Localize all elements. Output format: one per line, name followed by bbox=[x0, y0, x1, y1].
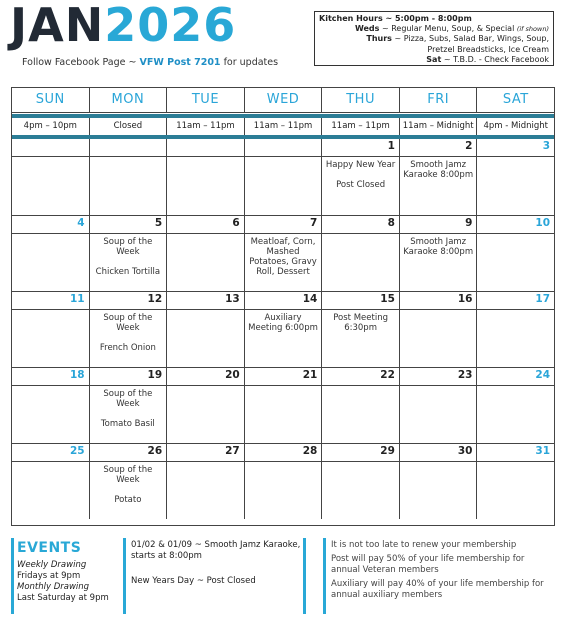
kitchen-thurs bbox=[319, 34, 549, 44]
cell-divider bbox=[167, 233, 244, 234]
sat-text: ~ T.B.D. - Check Facebook bbox=[441, 54, 549, 64]
day-cell[interactable] bbox=[90, 216, 168, 291]
day-number: 17 bbox=[535, 293, 551, 305]
cell-events bbox=[92, 389, 165, 439]
day-header-sun: SUN bbox=[12, 88, 90, 112]
day-number: 13 bbox=[225, 293, 240, 305]
cell-divider bbox=[477, 385, 554, 386]
kitchen-hours-title: Kitchen Hours ~ 5:00pm - 8:00pm bbox=[319, 14, 472, 23]
weds-label: Weds bbox=[354, 24, 380, 34]
cell-divider bbox=[12, 385, 89, 386]
footer-accent-bar bbox=[303, 538, 306, 614]
day-cell[interactable] bbox=[12, 216, 90, 291]
calendar-grid bbox=[11, 87, 555, 526]
events-footer bbox=[11, 536, 555, 616]
day-cell[interactable] bbox=[167, 139, 245, 215]
cell-divider bbox=[245, 461, 322, 462]
event-text: Soup of the Week bbox=[103, 313, 153, 333]
day-number: 16 bbox=[457, 293, 473, 305]
day-number: 10 bbox=[535, 217, 551, 229]
monthly-drawing-time: Last Saturday at 9pm bbox=[17, 593, 109, 603]
footer-accent-bar bbox=[323, 538, 326, 614]
week-row bbox=[12, 139, 554, 215]
thurs-label: Thurs bbox=[366, 34, 392, 44]
day-number: 29 bbox=[380, 445, 395, 457]
event-text: Chicken Tortilla bbox=[95, 267, 161, 277]
cell-events bbox=[92, 313, 165, 363]
weds-text: ~ Regular Menu, Soup, & Special bbox=[379, 24, 517, 34]
day-number: 9 bbox=[465, 217, 473, 229]
cell-divider bbox=[322, 461, 399, 462]
cell-divider bbox=[400, 461, 477, 462]
hours-cell: Closed bbox=[90, 118, 168, 135]
day-number: 22 bbox=[380, 369, 395, 381]
day-cell[interactable] bbox=[12, 292, 90, 367]
day-number: 1 bbox=[387, 140, 395, 152]
day-cell[interactable] bbox=[245, 444, 323, 519]
day-cell[interactable] bbox=[245, 216, 323, 291]
events-list bbox=[17, 560, 109, 604]
day-cell[interactable] bbox=[90, 444, 168, 519]
day-cell[interactable] bbox=[400, 368, 478, 443]
cell-divider bbox=[90, 233, 167, 234]
day-number: 30 bbox=[457, 445, 473, 457]
day-number: 26 bbox=[147, 445, 163, 457]
new-years-note: New Years Day ~ Post Closed bbox=[131, 576, 256, 586]
cell-events bbox=[402, 237, 475, 267]
follow-prefix: Follow Facebook Page ~ bbox=[22, 57, 140, 68]
cell-divider bbox=[477, 309, 554, 310]
cell-divider bbox=[12, 233, 89, 234]
membership-notes bbox=[331, 540, 555, 604]
day-number: 3 bbox=[542, 140, 551, 152]
day-number: 12 bbox=[147, 293, 163, 305]
event-text: Happy New Year bbox=[325, 160, 396, 170]
day-cell[interactable] bbox=[167, 292, 245, 367]
day-number: 23 bbox=[457, 369, 473, 381]
day-number: 6 bbox=[232, 217, 240, 229]
day-cell[interactable] bbox=[400, 292, 478, 367]
day-cell[interactable] bbox=[245, 292, 323, 367]
day-number: 14 bbox=[302, 293, 318, 305]
cell-divider bbox=[400, 385, 477, 386]
day-cell[interactable] bbox=[322, 292, 400, 367]
follow-note bbox=[22, 57, 278, 68]
day-cell[interactable] bbox=[400, 139, 478, 215]
cell-divider bbox=[477, 233, 554, 234]
cell-divider bbox=[400, 233, 477, 234]
event-text: Meatloaf, Corn, Mashed Potatoes, Gravy Roll, Dessert bbox=[249, 237, 317, 277]
day-cell[interactable] bbox=[90, 139, 168, 215]
day-cell[interactable] bbox=[167, 444, 245, 519]
cell-divider bbox=[245, 385, 322, 386]
cell-divider bbox=[477, 461, 554, 462]
karaoke-note: 01/02 & 01/09 ~ Smooth Jamz Karaoke, starts at 8:00pm bbox=[131, 540, 301, 561]
events-middle bbox=[131, 540, 301, 601]
cell-events bbox=[324, 160, 397, 200]
cell-divider bbox=[322, 156, 399, 157]
cell-divider bbox=[12, 156, 89, 157]
day-cell[interactable] bbox=[90, 368, 168, 443]
day-header-thu: THU bbox=[322, 88, 400, 112]
kitchen-weds bbox=[319, 24, 549, 34]
day-cell[interactable] bbox=[167, 216, 245, 291]
cell-divider bbox=[245, 156, 322, 157]
events-title: EVENTS bbox=[17, 540, 82, 556]
day-cell[interactable] bbox=[477, 368, 554, 443]
day-number: 31 bbox=[535, 445, 551, 457]
event-text: Post Meeting 6:30pm bbox=[333, 313, 388, 333]
event-text: Potato bbox=[114, 495, 142, 505]
cell-divider bbox=[167, 385, 244, 386]
day-number: 8 bbox=[387, 217, 395, 229]
cell-events bbox=[402, 160, 475, 190]
post-pay-note: Post will pay 50% of your life membership for annual Veteran members bbox=[331, 554, 525, 575]
hours-cell: 4pm - Midnight bbox=[483, 121, 549, 131]
day-number: 18 bbox=[69, 369, 85, 381]
auxiliary-pay-note: Auxiliary will pay 40% of your life membership for annual auxiliary members bbox=[331, 579, 544, 600]
monthly-drawing-label: Monthly Drawing bbox=[17, 582, 90, 592]
week-row bbox=[12, 367, 554, 443]
cell-divider bbox=[90, 156, 167, 157]
day-cell[interactable] bbox=[477, 216, 554, 291]
title-year: 2026 bbox=[104, 0, 237, 52]
day-cell[interactable] bbox=[322, 216, 400, 291]
day-number: 21 bbox=[302, 369, 318, 381]
cell-divider bbox=[90, 461, 167, 462]
day-cell[interactable] bbox=[477, 292, 554, 367]
day-cell[interactable] bbox=[90, 292, 168, 367]
day-number: 11 bbox=[69, 293, 85, 305]
hours-cell: 11am – 11pm bbox=[167, 118, 245, 135]
day-cell[interactable] bbox=[245, 368, 323, 443]
day-number: 25 bbox=[69, 445, 85, 457]
day-number: 19 bbox=[147, 369, 163, 381]
day-header-tue: TUE bbox=[167, 88, 245, 112]
day-cell[interactable] bbox=[322, 368, 400, 443]
day-number: 20 bbox=[225, 369, 240, 381]
cell-divider bbox=[400, 156, 477, 157]
cell-events bbox=[247, 237, 320, 287]
weekly-drawing-time: Fridays at 9pm bbox=[17, 571, 81, 581]
cell-divider bbox=[400, 309, 477, 310]
cell-divider bbox=[245, 309, 322, 310]
cell-divider bbox=[322, 233, 399, 234]
day-cell[interactable] bbox=[322, 139, 400, 215]
week-row bbox=[12, 215, 554, 291]
day-number: 15 bbox=[380, 293, 395, 305]
event-text: Soup of the Week bbox=[103, 389, 153, 409]
event-text: Post Closed bbox=[336, 180, 386, 190]
day-number: 5 bbox=[154, 217, 163, 229]
cell-divider bbox=[167, 309, 244, 310]
day-number: 4 bbox=[77, 217, 85, 229]
page-title bbox=[10, 0, 236, 50]
weeks-container bbox=[12, 139, 554, 519]
event-text: Auxiliary Meeting 6:00pm bbox=[248, 313, 318, 333]
facebook-page-link[interactable]: VFW Post 7201 bbox=[139, 57, 221, 68]
event-text: Tomato Basil bbox=[100, 419, 155, 429]
event-text: French Onion bbox=[99, 343, 156, 353]
cell-divider bbox=[12, 461, 89, 462]
cell-events bbox=[92, 237, 165, 287]
cell-divider bbox=[90, 309, 167, 310]
day-header-fri: FRI bbox=[400, 88, 478, 112]
day-number: 7 bbox=[310, 217, 318, 229]
cell-divider bbox=[167, 461, 244, 462]
day-cell[interactable] bbox=[400, 444, 478, 519]
event-text: Soup of the Week bbox=[103, 465, 153, 485]
cell-divider bbox=[477, 156, 554, 157]
week-row bbox=[12, 443, 554, 519]
hours-cell: 11am – Midnight bbox=[400, 118, 478, 135]
follow-suffix: for updates bbox=[220, 57, 279, 68]
day-cell[interactable] bbox=[400, 216, 478, 291]
weds-note: (if shown) bbox=[516, 25, 549, 34]
hours-row bbox=[12, 118, 554, 135]
cell-events bbox=[247, 313, 320, 343]
day-cell[interactable] bbox=[12, 444, 90, 519]
day-header-wed: WED bbox=[245, 88, 323, 112]
day-number: 24 bbox=[535, 369, 551, 381]
day-cell[interactable] bbox=[477, 444, 554, 519]
kitchen-hours-box bbox=[314, 11, 554, 66]
day-cell[interactable] bbox=[245, 139, 323, 215]
footer-accent-bar bbox=[11, 538, 14, 614]
day-cell[interactable] bbox=[12, 368, 90, 443]
cell-divider bbox=[12, 309, 89, 310]
day-cell[interactable] bbox=[12, 139, 90, 215]
cell-divider bbox=[90, 385, 167, 386]
footer-accent-bar bbox=[123, 538, 126, 614]
day-number: 28 bbox=[302, 445, 318, 457]
cell-divider bbox=[322, 309, 399, 310]
day-number: 27 bbox=[225, 445, 240, 457]
hours-cell: 4pm – 10pm bbox=[12, 118, 90, 135]
event-text: Smooth Jamz Karaoke 8:00pm bbox=[403, 237, 474, 257]
hours-cell: 11am – 11pm bbox=[245, 118, 323, 135]
sat-label: Sat bbox=[426, 54, 442, 64]
thurs-text: ~ Pizza, Subs, Salad Bar, Wings, Soup, bbox=[391, 34, 549, 44]
week-row bbox=[12, 291, 554, 367]
kitchen-sat bbox=[319, 55, 549, 65]
renew-note: It is not too late to renew your membership bbox=[331, 540, 517, 550]
cell-divider bbox=[245, 233, 322, 234]
day-header-row bbox=[12, 88, 554, 113]
hours-cell: 11am – 11pm bbox=[322, 118, 400, 135]
day-header-sat: SAT bbox=[502, 92, 529, 107]
day-number: 2 bbox=[465, 140, 473, 152]
day-cell[interactable] bbox=[167, 368, 245, 443]
event-text: Smooth Jamz Karaoke 8:00pm bbox=[403, 160, 474, 180]
cell-events bbox=[92, 465, 165, 515]
day-cell[interactable] bbox=[322, 444, 400, 519]
day-header-mon: MON bbox=[90, 88, 168, 112]
kitchen-thurs-2: Pretzel Breadsticks, Ice Cream bbox=[427, 44, 549, 54]
weekly-drawing-label: Weekly Drawing bbox=[17, 560, 87, 570]
title-month: JAN bbox=[10, 0, 105, 52]
day-cell[interactable] bbox=[477, 139, 554, 215]
cell-events bbox=[324, 313, 397, 343]
cell-divider bbox=[167, 156, 244, 157]
event-text: Soup of the Week bbox=[103, 237, 153, 257]
cell-divider bbox=[322, 385, 399, 386]
